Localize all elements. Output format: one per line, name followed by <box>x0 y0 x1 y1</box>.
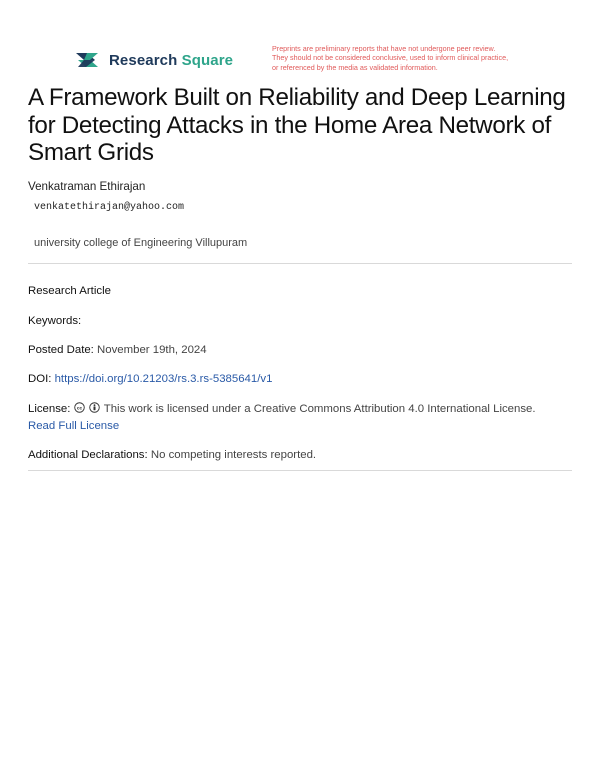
author-email[interactable]: venkatethirajan@yahoo.com <box>34 202 185 213</box>
brand-word-square: Square <box>181 51 234 69</box>
declarations-value: No competing interests reported. <box>150 449 317 461</box>
keywords <box>28 313 81 329</box>
preprint-disclaimer <box>272 44 552 72</box>
read-full-license-link[interactable]: Read Full License <box>28 420 120 432</box>
keywords-label: Keywords: <box>28 315 82 327</box>
title-line: for Detecting Attacks in the Home Area Network of <box>28 111 552 139</box>
divider <box>28 470 572 471</box>
brand-word-research: Research <box>109 51 178 69</box>
header <box>0 0 600 80</box>
disclaimer-line: Preprints are preliminary reports that have not undergone peer review. <box>272 44 496 53</box>
research-square-logo[interactable] <box>73 49 233 71</box>
paper-title <box>28 84 588 167</box>
disclaimer-line: or referenced by the media as validated information. <box>272 62 438 72</box>
declarations-label: Additional Declarations: <box>28 449 148 461</box>
license-link-row <box>28 418 119 434</box>
disclaimer-line: They should not be considered conclusive, used to inform clinical practice, <box>272 53 509 63</box>
posted-date-value: November 19th, 2024 <box>97 344 207 356</box>
doi <box>28 371 272 387</box>
author-affiliation: university college of Engineering Villupuram <box>34 237 248 249</box>
creative-commons-icon <box>74 402 85 413</box>
license-label: License: <box>28 403 71 415</box>
posted-date <box>28 342 207 358</box>
divider <box>28 263 572 264</box>
brand-name <box>109 52 233 69</box>
license-text: This work is licensed under a Creative Commons Attribution 4.0 International License. <box>103 403 536 415</box>
posted-date-label: Posted Date: <box>28 344 94 356</box>
doi-link[interactable]: https://doi.org/10.21203/rs.3.rs-5385641/v1 <box>54 373 273 385</box>
research-square-logo-icon <box>73 49 103 71</box>
doi-label: DOI: <box>28 373 52 385</box>
article-type <box>28 283 111 299</box>
title-line: Smart Grids <box>28 139 154 166</box>
additional-declarations <box>28 447 316 463</box>
svg-text:cc: cc <box>76 406 82 412</box>
article-type-label: Research Article <box>28 285 111 297</box>
attribution-icon <box>89 402 100 413</box>
author-name: Venkatraman Ethirajan <box>28 180 146 193</box>
title-line: A Framework Built on Reliability and Deep Learning <box>28 84 566 111</box>
license <box>28 401 536 417</box>
